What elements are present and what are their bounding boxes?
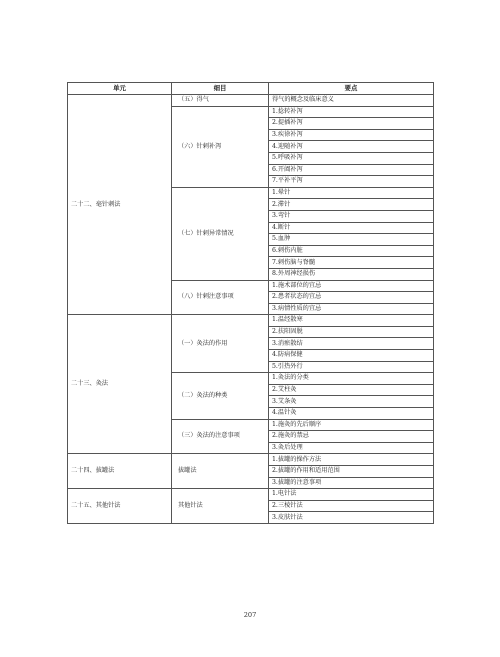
point-cell: 3.皮肤针法 — [269, 512, 434, 524]
table-row — [68, 315, 434, 327]
point-cell: 6.开阖补泻 — [269, 164, 434, 176]
table-body — [68, 95, 434, 524]
point-cell: 2.艾柱灸 — [269, 384, 434, 396]
point-cell: 2.滞针 — [269, 199, 434, 211]
point-cell: 2.扶阳固脱 — [269, 326, 434, 338]
detail-cell: （六）针刺补泻 — [172, 106, 269, 187]
point-cell: 3.艾条灸 — [269, 396, 434, 408]
detail-cell: （一）灸法的作用 — [172, 315, 269, 373]
unit-cell: 二十四、拔罐法 — [68, 454, 172, 489]
point-cell: 4.防病保健 — [269, 350, 434, 362]
point-cell: 2.施灸的禁忌 — [269, 431, 434, 443]
point-cell: 2.提插补泻 — [269, 118, 434, 130]
point-cell: 2.患者状态的宜忌 — [269, 292, 434, 304]
table-header-row — [68, 83, 434, 95]
point-cell: 7.平补平泻 — [269, 176, 434, 188]
detail-cell: （二）灸法的种类 — [172, 373, 269, 419]
detail-cell: （七）针刺异常情况 — [172, 187, 269, 280]
point-cell: 5.引热外行 — [269, 361, 434, 373]
syllabus-table — [67, 82, 434, 524]
point-cell: 5.呼吸补泻 — [269, 152, 434, 164]
point-cell: 8.外周神经损伤 — [269, 268, 434, 280]
unit-cell: 二十三、灸法 — [68, 315, 172, 454]
detail-cell: 拔罐法 — [172, 454, 269, 489]
point-cell: 1.拔罐的操作方法 — [269, 454, 434, 466]
point-cell: 1.晕针 — [269, 187, 434, 199]
point-cell: 1.温经散寒 — [269, 315, 434, 327]
header-unit: 单元 — [68, 83, 172, 95]
point-cell: 3.病情性质的宜忌 — [269, 303, 434, 315]
point-cell: 1.灸法的分类 — [269, 373, 434, 385]
point-cell: 2.拔罐的作用和适用范围 — [269, 466, 434, 478]
point-cell: 1.施术部位的宜忌 — [269, 280, 434, 292]
unit-cell: 二十五、其他针法 — [68, 489, 172, 524]
point-cell: 4.断针 — [269, 222, 434, 234]
point-cell: 3.拔罐的注意事项 — [269, 477, 434, 489]
point-cell: 3.疾徐补泻 — [269, 129, 434, 141]
point-cell: 1.施灸的先后顺序 — [269, 419, 434, 431]
point-cell: 5.血肿 — [269, 234, 434, 246]
point-cell: 6.刺伤内脏 — [269, 245, 434, 257]
point-cell: 3.弯针 — [269, 210, 434, 222]
detail-cell: 其他针法 — [172, 489, 269, 524]
unit-cell: 二十二、毫针刺法 — [68, 95, 172, 315]
table-row — [68, 489, 434, 501]
header-detail: 细目 — [172, 83, 269, 95]
point-cell: 得气的概念及临床意义 — [269, 95, 434, 107]
table-row — [68, 454, 434, 466]
point-cell: 4.迎随补泻 — [269, 141, 434, 153]
point-cell: 1.电针法 — [269, 489, 434, 501]
point-cell: 1.捻转补泻 — [269, 106, 434, 118]
table-row — [68, 95, 434, 107]
detail-cell: （三）灸法的注意事项 — [172, 419, 269, 454]
point-cell: 7.刺伤脑与脊髓 — [269, 257, 434, 269]
point-cell: 2.三棱针法 — [269, 500, 434, 512]
point-cell: 3.灸后处理 — [269, 442, 434, 454]
page-number: 207 — [243, 611, 257, 619]
header-point: 要点 — [269, 83, 434, 95]
detail-cell: （八）针刺注意事项 — [172, 280, 269, 315]
detail-cell: （五）得气 — [172, 95, 269, 107]
point-cell: 4.温针灸 — [269, 408, 434, 420]
point-cell: 3.消瘀散结 — [269, 338, 434, 350]
